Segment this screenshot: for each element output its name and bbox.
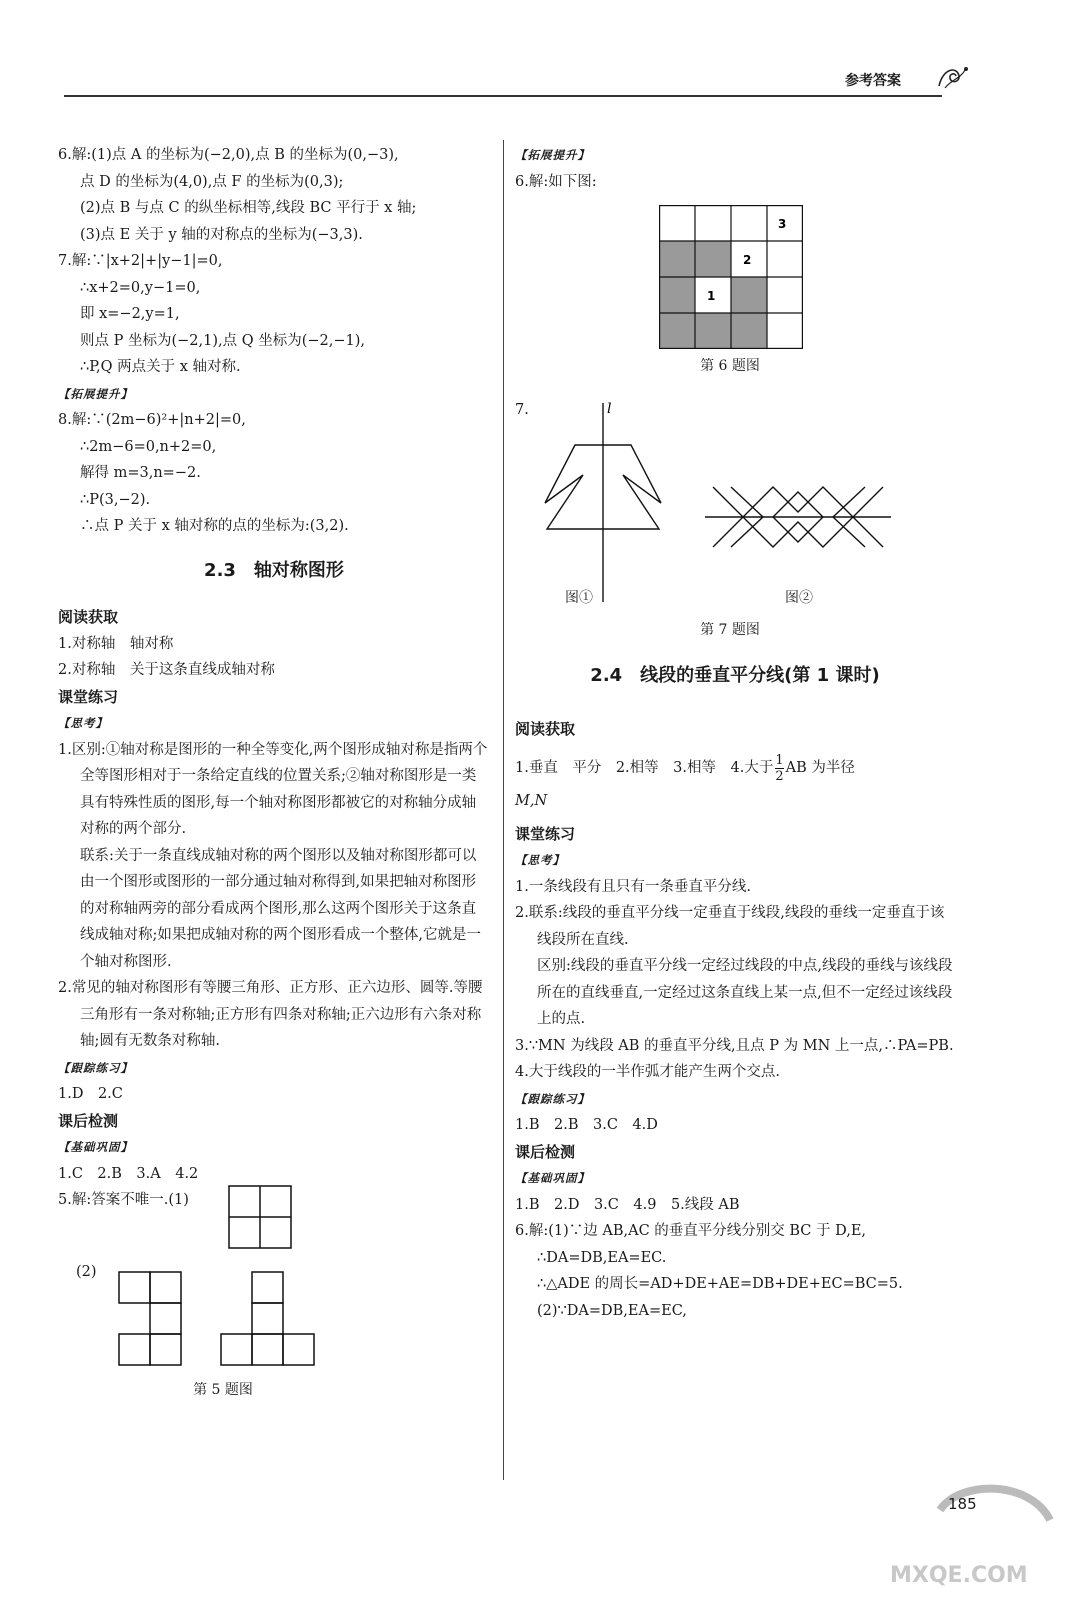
- grid-number-1: 1: [707, 289, 716, 303]
- track-answers: 1.B 2.B 3.C 4.D: [515, 1117, 658, 1133]
- reading-item: 2.对称轴 关于这条直线成轴对称: [58, 662, 275, 678]
- section-title-2-3: 2.3 轴对称图形: [204, 559, 344, 581]
- q8-line: ∴点 P 关于 x 轴对称的点的坐标为:(3,2).: [80, 518, 349, 534]
- fig7-figure2: [703, 467, 893, 567]
- q7-line: 7.解:∵|x+2|+|y−1|=0,: [58, 253, 223, 269]
- q7-line: 则点 P 坐标为(−2,1),点 Q 坐标为(−2,−1),: [80, 332, 365, 349]
- q6-line: (3)点 E 关于 y 轴的对称点的坐标为(−3,3).: [80, 226, 363, 243]
- think-answer: 2.联系:线段的垂直平分线一定垂直于线段,线段的垂线一定垂直于该线段所在直线.: [515, 905, 945, 948]
- fig5-square-grid: [228, 1185, 292, 1249]
- q8-line: ∴P(3,−2).: [80, 491, 151, 508]
- q7-line: ∴P,Q 两点关于 x 轴对称.: [80, 359, 241, 375]
- reading-text-tail: AB 为半径: [785, 760, 855, 776]
- reading-heading: 阅读获取: [58, 608, 119, 626]
- after-heading: 课后检测: [58, 1111, 119, 1130]
- fig7-label-1: 图①: [565, 590, 593, 606]
- q6-after-line: ∴DA=DB,EA=EC.: [537, 1249, 667, 1266]
- right-column: [515, 142, 955, 1324]
- q6-line: (2)点 B 与点 C 的纵坐标相等,线段 BC 平行于 x 轴;: [80, 200, 417, 216]
- q5-part2: [58, 1259, 490, 1377]
- fig6-caption: 第 6 题图: [700, 358, 760, 374]
- fig5-shape-a: [118, 1271, 182, 1367]
- basic-answers: 1.B 2.D 3.C 4.9 5.线段 AB: [515, 1196, 740, 1213]
- q6-after-line: ∴△ADE 的周长=AD+DE+AE=DB+DE+EC=BC=5.: [537, 1276, 903, 1292]
- tag-think: 【思考】: [515, 853, 565, 867]
- header-rule: [64, 95, 942, 97]
- fraction-numerator: 1: [775, 752, 784, 768]
- q6-after-line: 6.解:(1)∵边 AB,AC 的垂直平分线分别交 BC 于 D,E,: [515, 1223, 867, 1239]
- tag-basic: 【基础巩固】: [515, 1171, 590, 1185]
- tag-track: 【跟踪练习】: [515, 1091, 590, 1106]
- reading-line-2: M,N: [515, 793, 548, 809]
- think-answer: 区别:线段的垂直平分线一定经过线段的中点,线段的垂线与该线段所在的直线垂直,一定经过这条直线上某一点,但不一定经过该线段上的点.: [537, 958, 953, 1027]
- watermark-text: MXQE.COM: [890, 1563, 1028, 1588]
- axis-label-l: l: [607, 401, 612, 417]
- think-answer: 1.一条线段有且只有一条垂直平分线.: [515, 878, 751, 895]
- page-header-title: 参考答案: [845, 73, 901, 89]
- reading-line-1: [515, 748, 955, 788]
- reading-text: 1.垂直 平分 2.相等 3.相等 4.大于: [515, 760, 774, 776]
- q6-text: 6.解:如下图:: [515, 173, 597, 190]
- think-answer-2: 2.常见的轴对称图形有等腰三角形、正方形、正六边形、圆等.等腰三角形有一条对称轴;正方形有四条对称轴;正六边形有六条对称轴;圆有无数条对称轴.: [58, 980, 483, 1049]
- q7-line: 即 x=−2,y=1,: [80, 306, 180, 322]
- grid-number-2: 2: [743, 253, 752, 267]
- tag-extend: 【拓展提升】: [515, 148, 590, 162]
- fig5-caption: 第 5 题图: [193, 1382, 253, 1398]
- after-heading: 课后检测: [515, 1142, 576, 1161]
- fig7-label-2: 图②: [785, 590, 813, 606]
- tag-extend: 【拓展提升】: [58, 386, 133, 401]
- page-number: 185: [948, 1495, 977, 1513]
- fig6: [515, 205, 955, 383]
- fig7: [515, 397, 955, 645]
- q5-part1: [58, 1187, 490, 1259]
- track-answers: 1.D 2.C: [58, 1086, 123, 1102]
- think-answer-1: 1.区别:①轴对称是图形的一种全等变化,两个图形成轴对称是指两个全等图形相对于一条给定直线的位置关系;②轴对称图形是一类具有特殊性质的图形,每一个轴对称图形都被它的对称轴分成轴对称的两个部分.: [58, 741, 488, 837]
- tag-basic: 【基础巩固】: [58, 1140, 133, 1154]
- fig7-figure1: [535, 397, 675, 607]
- class-heading: 课堂练习: [58, 687, 119, 706]
- think-answer: 3.∵MN 为线段 AB 的垂直平分线,且点 P 为 MN 上一点,∴PA=PB.: [515, 1037, 954, 1054]
- section-title-2-4: 2.4 线段的垂直平分线(第 1 课时): [590, 665, 880, 686]
- left-column: [58, 142, 490, 1404]
- reading-item: 1.对称轴 轴对称: [58, 635, 174, 652]
- class-heading: 课堂练习: [515, 824, 576, 843]
- reading-heading: 阅读获取: [515, 719, 576, 738]
- tag-think: 【思考】: [58, 716, 108, 730]
- tag-track: 【跟踪练习】: [58, 1060, 133, 1075]
- basic-answers: 1.C 2.B 3.A 4.2: [58, 1165, 199, 1182]
- fraction-denominator: 2: [775, 768, 784, 784]
- q7-line: ∴x+2=0,y−1=0,: [80, 279, 201, 296]
- q7-label: 7.: [515, 402, 529, 418]
- q5-part2-label: (2): [76, 1264, 97, 1280]
- column-divider: [503, 140, 504, 1480]
- fig6-grid: [659, 205, 803, 349]
- q8-line: ∴2m−6=0,n+2=0,: [80, 438, 217, 455]
- q8-line: 8.解:∵(2m−6)²+|n+2|=0,: [58, 412, 246, 428]
- q6-line: 点 D 的坐标为(4,0),点 F 的坐标为(0,3);: [80, 173, 344, 190]
- swirl-ornament-icon: [935, 60, 969, 94]
- q8-line: 解得 m=3,n=−2.: [80, 465, 201, 481]
- think-answer-1b: 联系:关于一条直线成轴对称的两个图形以及轴对称图形都可以由一个图形或图形的一部分通过轴对称得到,如果把轴对称图形的对称轴两旁的部分看成两个图形,那么这两个图形关于这条直线成轴对称;如果把成轴对称的两个图形看成一个整体,它就是一个轴对称图形.: [80, 847, 481, 970]
- fig7-caption: 第 7 题图: [700, 622, 760, 638]
- grid-number-3: 3: [778, 217, 787, 231]
- fraction-one-half: [775, 753, 783, 784]
- q5-text: 5.解:答案不唯一.(1): [58, 1192, 189, 1208]
- fig5-shape-b: [220, 1271, 316, 1367]
- q6-after-line: (2)∵DA=DB,EA=EC,: [537, 1302, 687, 1319]
- q6-line: 6.解:(1)点 A 的坐标为(−2,0),点 B 的坐标为(0,−3),: [58, 147, 399, 163]
- think-answer: 4.大于线段的一半作弧才能产生两个交点.: [515, 1064, 780, 1080]
